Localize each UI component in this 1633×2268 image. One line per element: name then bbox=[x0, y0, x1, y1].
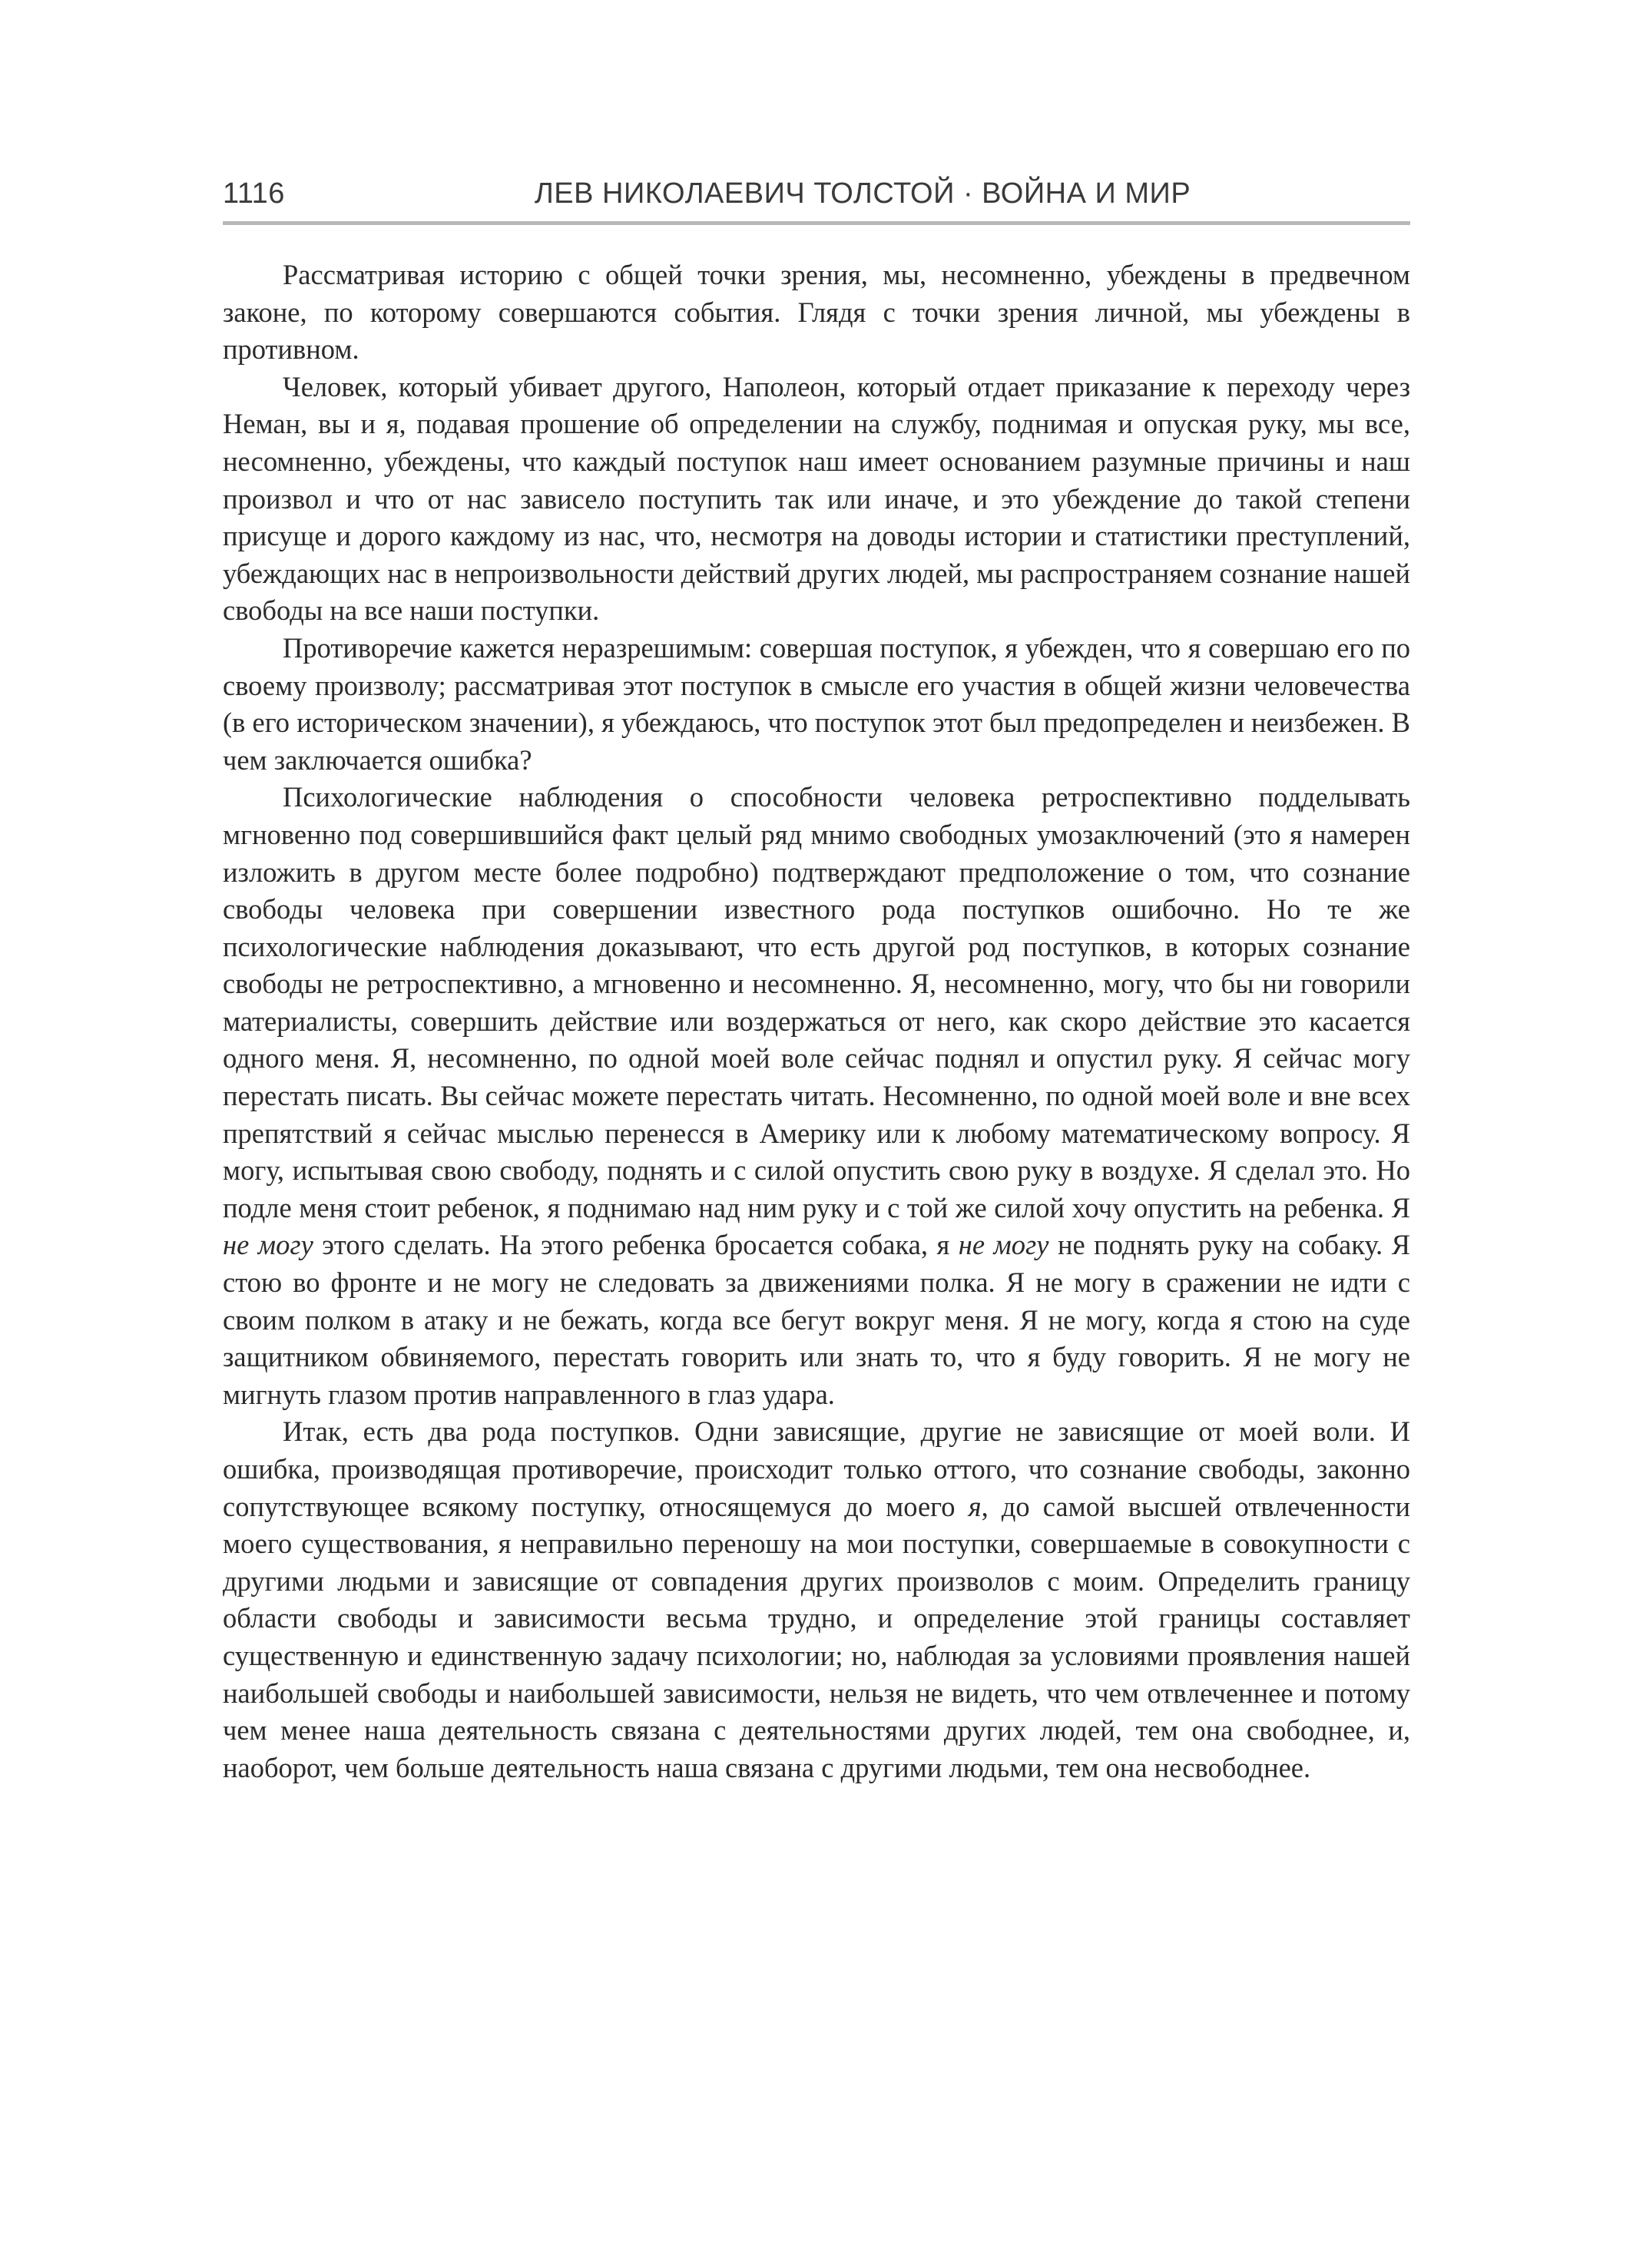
text-run: Психологические наблюдения о способности человека ретроспективно подделывать мгновенно под совершившийся факт целый ряд мнимо свободных умозаключений (это я намерен изложить в другом месте более подробно) подтверждают предположение о том, что сознание свободы человека при совершении известного рода поступков ошибочно. Но те же психологические наблюдения доказывают, что есть другой род поступков, в которых сознание свободы не ретроспективно, а мгновенно и несомненно. Я, несомненно, могу, что бы ни говорили материалисты, совершить действие или воздержаться от него, как скоро действие это касается одного меня. Я, несомненно, по одной моей воле сейчас поднял и опустил руку. Я сейчас могу перестать писать. Вы сейчас можете перестать читать. Несомненно, по одной моей воле и вне всех препятствий я сейчас мыслью перенесся в Америку или к любому математическому вопросу. Я могу, испытывая свою свободу, поднять и с силой опустить свою руку в воздухе. Я сделал это. Но подле меня стоит ребенок, я поднимаю над ним руку и с той же силой хочу опустить на ребенка. Я bbox=[223, 781, 1410, 1223]
body-text bbox=[223, 257, 1410, 1786]
page-number: 1116 bbox=[223, 177, 285, 210]
running-header bbox=[223, 171, 1410, 217]
running-title: ЛЕВ НИКОЛАЕВИЧ ТОЛСТОЙ · ВОЙНА И МИР bbox=[534, 177, 1191, 210]
text-run: Итак, есть два рода поступков. Одни зависящие, другие не зависящие от моей воли. И ошибка, производящая противоречие, происходит только оттого, что сознание свободы, законно сопутствующее всякому поступку, относящемуся до моего bbox=[223, 1415, 1410, 1522]
paragraph bbox=[223, 369, 1410, 630]
paragraph bbox=[223, 257, 1410, 369]
italic-text: не могу bbox=[223, 1229, 313, 1261]
text-run: Противоречие кажется неразрешимым: совершая поступок, я убежден, что я совершаю его по своему произволу; рассматривая этот поступок в смысле его участия в общей жизни человечества (в его историческом значении), я убеждаюсь, что поступок этот был предопределен и неизбежен. В чем заключается ошибка? bbox=[223, 631, 1410, 776]
text-run: , до самой высшей отвлеченности моего существования, я неправильно переношу на мои поступки, совершаемые в совокупности с другими людьми и зависящие от совпадения других произволов с моим. Определить границу области свободы и зависимости весьма трудно, и определение этой границы составляет существенную и единственную задачу психологии; но, наблюдая за условиями проявления нашей наибольшей свободы и наибольшей зависимости, нельзя не видеть, что чем отвлеченнее и потому чем менее наша деятельность связана с деятельностями других людей, тем она свободнее, и, наоборот, чем больше деятельность наша связана с другими людьми, тем она несвободнее. bbox=[223, 1490, 1411, 1783]
paragraph bbox=[223, 630, 1410, 779]
text-run: Человек, который убивает другого, Наполеон, который отдает приказание к переходу через Неман, вы и я, подавая прошение об определении на службу, поднимая и опуская руку, мы все, несомненно, убеждены, что каждый поступок наш имеет основанием разумные причины и наш произвол и что от нас зависело поступить так или иначе, и это убеждение до такой степени присуще и дорого каждому из нас, что, несмотря на доводы истории и статистики преступлений, убеждающих нас в непроизвольности действий других людей, мы распространяем сознание нашей свободы на все наши поступки. bbox=[223, 370, 1410, 627]
italic-text: не могу bbox=[958, 1229, 1049, 1261]
text-run: не поднять руку на собаку. Я стою во фронте и не могу не следовать за движениями полка. Я не могу в сражении не идти с своим полком в атаку и не бежать, когда все бегут вокруг меня. Я не могу, когда я стою на суде защитником обвиняемого, перестать говорить или знать то, что я буду говорить. Я не могу не мигнуть глазом против направленного в глаз удара. bbox=[223, 1229, 1410, 1410]
paragraph bbox=[223, 779, 1410, 1413]
header-divider bbox=[223, 221, 1410, 225]
text-run: Рассматривая историю с общей точки зрения, мы, несомненно, убеждены в предвечном законе, по которому совершаются события. Глядя с точки зрения личной, мы убеждены в противном. bbox=[223, 259, 1410, 366]
italic-text: я bbox=[968, 1490, 982, 1522]
paragraph bbox=[223, 1413, 1410, 1786]
text-run: этого сделать. На этого ребенка бросается собака, я bbox=[313, 1229, 959, 1261]
